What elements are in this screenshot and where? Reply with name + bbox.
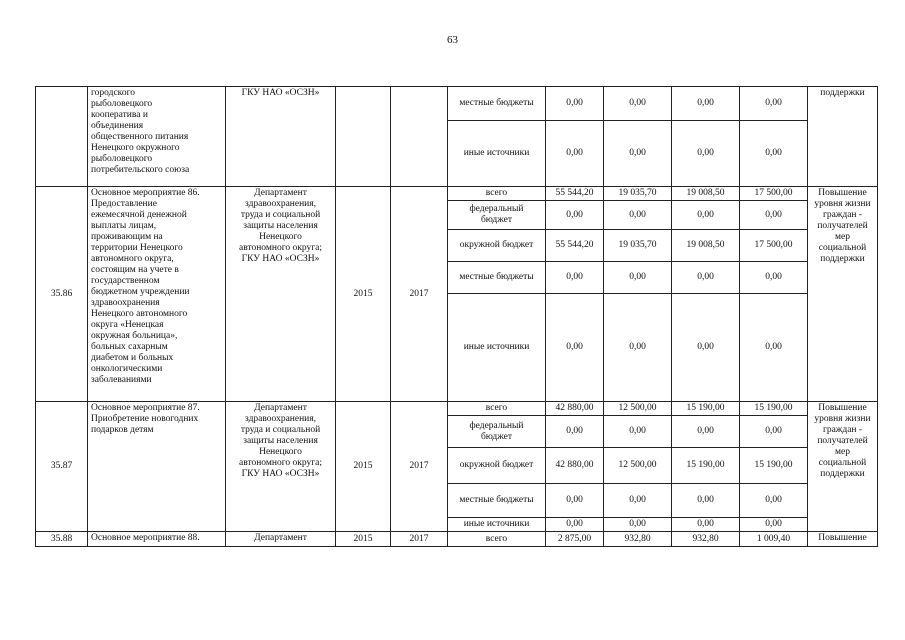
amount-2017: 15 190,00 (740, 402, 808, 416)
amount-total: 55 544,20 (546, 187, 604, 201)
funding-source: местные бюджеты (448, 262, 546, 294)
amount-total: 0,00 (546, 87, 604, 121)
amount-total: 0,00 (546, 294, 604, 402)
amount-total: 0,00 (546, 518, 604, 532)
amount-total: 42 880,00 (546, 448, 604, 484)
end-year: 2017 (391, 187, 448, 402)
measure-name: Основное мероприятие 87. Приобретение новогодних подарков детям (88, 402, 226, 532)
table-row (36, 187, 878, 201)
funding-source: иные источники (448, 121, 546, 187)
funding-source: окружной бюджет (448, 230, 546, 262)
amount-2017: 0,00 (740, 121, 808, 187)
amount-2016: 0,00 (672, 201, 740, 230)
amount-2016: 19 008,50 (672, 187, 740, 201)
funding-source: окружной бюджет (448, 448, 546, 484)
funding-source: всего (448, 402, 546, 416)
executor: Департамент здравоохранения, труда и социальной защиты населения Ненецкого автономного округа; ГКУ НАО «ОСЗН» (226, 187, 336, 402)
amount-2017: 0,00 (740, 262, 808, 294)
expected-result: Повышение уровня жизни граждан - получателей мер социальной поддержки (808, 402, 878, 532)
amount-2017: 0,00 (740, 294, 808, 402)
amount-2017: 1 009,40 (740, 532, 808, 547)
amount-total: 0,00 (546, 416, 604, 448)
amount-2017: 0,00 (740, 87, 808, 121)
amount-2015: 0,00 (604, 201, 672, 230)
program-table (35, 86, 878, 547)
measure-name: Основное мероприятие 86. Предоставление ежемесячной денежной выплаты лицам, проживающим на территории Ненецкого автономного округа, состоящим на учете в государственном бюджетном учреждении здравоохранения Ненецкого автономного округа «Ненецкая окружная больница», больных сахарным диабетом и больных онкологическими заболеваниями (88, 187, 226, 402)
start-year: 2015 (336, 187, 391, 402)
amount-total: 0,00 (546, 121, 604, 187)
amount-2017: 0,00 (740, 201, 808, 230)
funding-source: всего (448, 532, 546, 547)
amount-2016: 0,00 (672, 87, 740, 121)
funding-source: местные бюджеты (448, 87, 546, 121)
funding-source: всего (448, 187, 546, 201)
amount-2016: 19 008,50 (672, 230, 740, 262)
amount-total: 55 544,20 (546, 230, 604, 262)
amount-2016: 932,80 (672, 532, 740, 547)
funding-source: иные источники (448, 294, 546, 402)
amount-2016: 0,00 (672, 294, 740, 402)
amount-2015: 0,00 (604, 294, 672, 402)
measure-name: Основное мероприятие 88. (88, 532, 226, 547)
table-row (36, 402, 878, 416)
amount-2015: 0,00 (604, 262, 672, 294)
amount-2015: 0,00 (604, 87, 672, 121)
amount-total: 0,00 (546, 484, 604, 518)
executor: Департамент здравоохранения, труда и социальной защиты населения Ненецкого автономного округа; ГКУ НАО «ОСЗН» (226, 402, 336, 532)
end-year: 2017 (391, 532, 448, 547)
funding-source: федеральный бюджет (448, 416, 546, 448)
amount-total: 0,00 (546, 262, 604, 294)
funding-source: иные источники (448, 518, 546, 532)
amount-2016: 0,00 (672, 262, 740, 294)
amount-total: 42 880,00 (546, 402, 604, 416)
page-number: 63 (447, 34, 458, 46)
amount-2016: 0,00 (672, 484, 740, 518)
executor: ГКУ НАО «ОСЗН» (226, 87, 336, 187)
amount-2015: 0,00 (604, 484, 672, 518)
row-number: 35.88 (36, 532, 88, 547)
expected-result: поддержки (808, 87, 878, 187)
amount-total: 2 875,00 (546, 532, 604, 547)
expected-result: Повышение уровня жизни граждан - получателей мер социальной поддержки (808, 187, 878, 402)
start-year: 2015 (336, 402, 391, 532)
funding-source: федеральный бюджет (448, 201, 546, 230)
row-number: 35.86 (36, 187, 88, 402)
amount-2017: 0,00 (740, 416, 808, 448)
amount-2015: 19 035,70 (604, 187, 672, 201)
amount-2017: 0,00 (740, 484, 808, 518)
amount-2017: 15 190,00 (740, 448, 808, 484)
amount-2015: 0,00 (604, 416, 672, 448)
amount-2016: 15 190,00 (672, 402, 740, 416)
end-year: 2017 (391, 402, 448, 532)
amount-2015: 0,00 (604, 121, 672, 187)
measure-name: городского рыболовецкого кооператива и объединения общественного питания Ненецкого окружного рыболовецкого потребительского союза (88, 87, 226, 187)
executor: Департамент (226, 532, 336, 547)
amount-2017: 17 500,00 (740, 230, 808, 262)
expected-result: Повышение (808, 532, 878, 547)
amount-2017: 17 500,00 (740, 187, 808, 201)
amount-2016: 0,00 (672, 416, 740, 448)
amount-2015: 0,00 (604, 518, 672, 532)
table-row (36, 532, 878, 547)
amount-2015: 12 500,00 (604, 448, 672, 484)
amount-total: 0,00 (546, 201, 604, 230)
amount-2015: 19 035,70 (604, 230, 672, 262)
amount-2016: 0,00 (672, 518, 740, 532)
amount-2015: 932,80 (604, 532, 672, 547)
start-year: 2015 (336, 532, 391, 547)
amount-2015: 12 500,00 (604, 402, 672, 416)
amount-2016: 0,00 (672, 121, 740, 187)
amount-2017: 0,00 (740, 518, 808, 532)
funding-source: местные бюджеты (448, 484, 546, 518)
table-row (36, 87, 878, 121)
amount-2016: 15 190,00 (672, 448, 740, 484)
row-number: 35.87 (36, 402, 88, 532)
